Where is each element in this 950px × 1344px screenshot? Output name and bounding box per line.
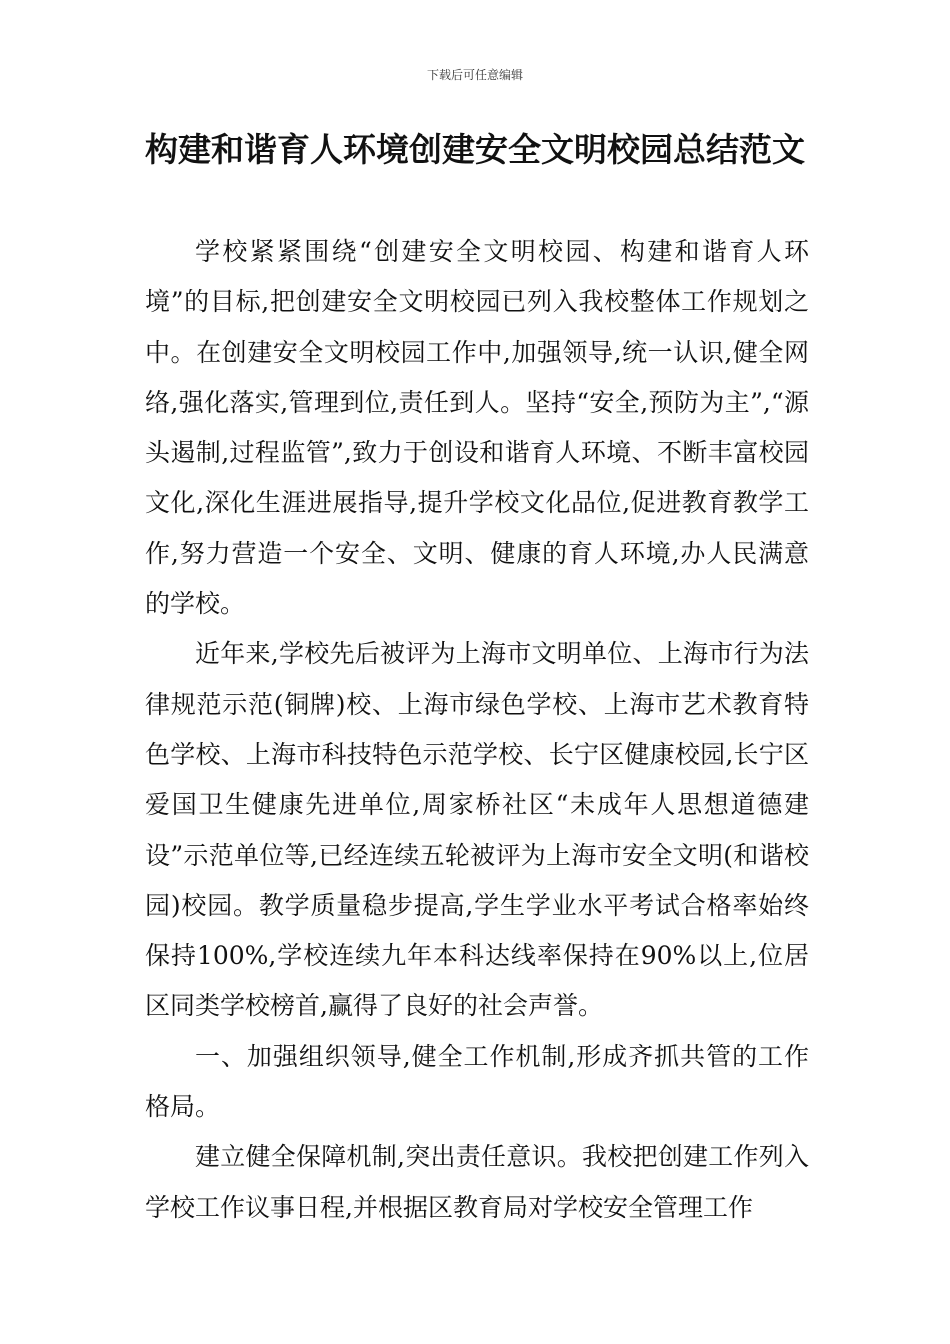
document-title: 构建和谐育人环境创建安全文明校园总结范文 [145, 130, 805, 169]
paragraph-mechanism: 建立健全保障机制,突出责任意识。我校把创建工作列入学校工作议事日程,并根据区教育局对学校安全管理工作 [145, 1142, 809, 1222]
paragraph-intro: 学校紧紧围绕“创建安全文明校园、构建和谐育人环境”的目标,把创建安全文明校园已列入我校整体工作规划之中。在创建安全文明校园工作中,加强领导,统一认识,健全网络,强化落实,管理到位,责任到人。坚持“安全,预防为主”,“源头遏制,过程监管”,致力于创设和谐育人环境、不断丰富校园文化,深化生涯进展指导,提升学校文化品位,促进教育教学工作,努力营造一个安全、文明、健康的育人环境,办人民满意的学校。 [145, 237, 809, 619]
paragraph-honors: 近年来,学校先后被评为上海市文明单位、上海市行为法律规范示范(铜牌)校、上海市绿色学校、上海市艺术教育特色学校、上海市科技特色示范学校、长宁区健康校园,长宁区爱国卫生健康先进单位,周家桥社区“未成年人思想道德建设”示范单位等,已经连续五轮被评为上海市安全文明(和谐校园)校园。教学质量稳步提高,学生学业水平考试合格率始终保持100%,学校连续九年本科达线率保持在90%以上,位居区同类学校榜首,赢得了良好的社会声誉。 [145, 639, 809, 1021]
section-heading-1: 一、加强组织领导,健全工作机制,形成齐抓共管的工作格局。 [145, 1041, 809, 1122]
document-body [145, 227, 809, 1233]
header-note: 下载后可任意编辑 [426, 68, 523, 82]
